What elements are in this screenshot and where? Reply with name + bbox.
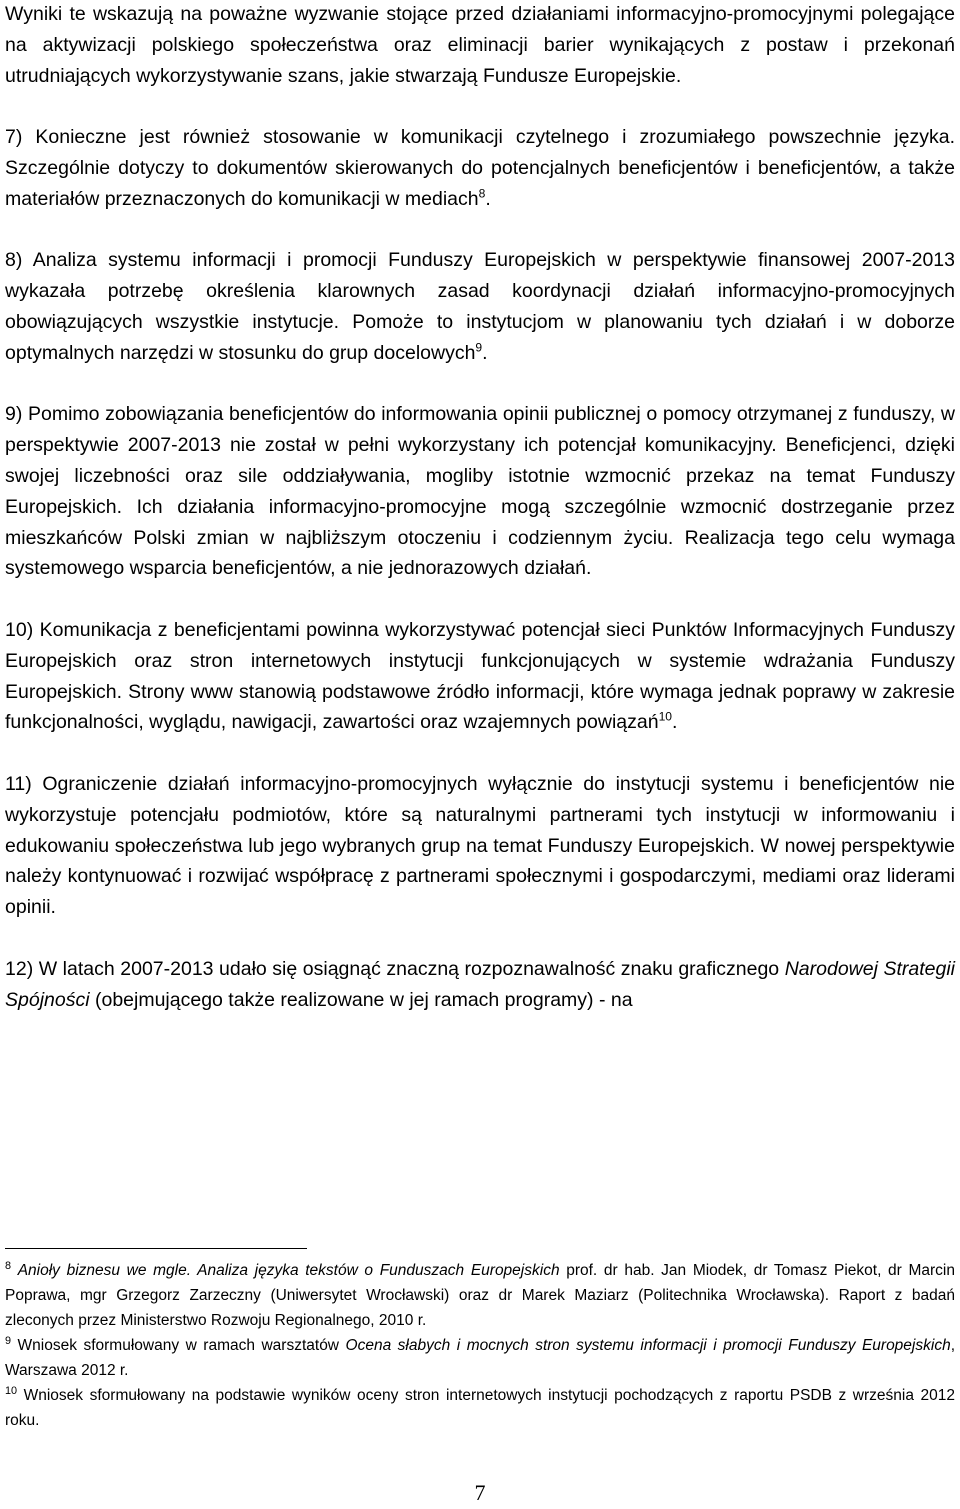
- document-page: [5, 0, 955, 1429]
- footnote-9: $^9$ Wniosek sformułowany w ramach warsztatów Ocena słabych i mocnych stron systemu informacji i promocji Funduszy Europejskich, Warszawa 2012 r.: [5, 1334, 955, 1379]
- page-number: 7: [474, 1480, 486, 1505]
- footnote-number: 10: [5, 1384, 18, 1397]
- paragraph-8: 8) Analiza systemu informacji i promocji Funduszy Europejskich w perspektywie finansowej 2007-2013 wykazała potrzebę określenia klarownych zasad koordynacji działań informacyjno-promocyjnych obowiązujących wszystkie instytucje. Pomoże to instytucjom w planowaniu tych działań i w doborze optymalnych narzędzi w stosunku do grup docelowych$^9$.: [5, 249, 955, 364]
- footnote-separator: [5, 1248, 307, 1249]
- paragraph-7: 7) Konieczne jest również stosowanie w komunikacji czytelnego i zrozumiałego powszechnie języka. Szczególnie dotyczy to dokumentów skierowanych do potencjalnych beneficjentów i beneficjentów, a także materiałów przeznaczonych do komunikacji w mediach$^8$.: [5, 126, 955, 210]
- italic-title: Narodowej Strategii Spójności: [5, 957, 955, 1011]
- main-text: [5, 0, 955, 1015]
- paragraph-11: 11) Ograniczenie działań informacyjno-promocyjnych wyłącznie do instytucji systemu i beneficjentów nie wykorzystuje potencjału podmiotów, które są naturalnymi partnerami tych instytucji w informowaniu i edukowaniu społeczeństwa lub jego wybranych grup na temat Funduszy Europejskich. W nowej perspektywie należy kontynuować i rozwijać współpracę z partnerami społecznymi i gospodarczymi, mediami oraz liderami opinii.: [5, 772, 955, 919]
- paragraph-10: 10) Komunikacja z beneficjentami powinna wykorzystywać potencjał sieci Punktów Informacyjnych Funduszy Europejskich oraz stron internetowych instytucji funkcjonujących w systemie wdrażania Funduszy Europejskich. Strony www stanowią podstawowe źródło informacji, które wymaga jednak poprawy w zakresie funkcjonalności, wyglądu, nawigacji, zawartości oraz wzajemnych powiązań$^{10}$.: [5, 618, 955, 734]
- footnote-number: 9: [5, 1334, 12, 1347]
- footnote-8: $^8$ Anioły biznesu we mgle. Analiza języka tekstów o Funduszach Europejskich prof. dr hab. Jan Miodek, dr Tomasz Piekot, dr Marcin Poprawa, mgr Grzegorz Zarzeczny (Uniwersytet Wrocławski) oraz dr Marek Maziarz (Politechnika Wrocławska). Raport z badań zleconych przez Ministerstwo Rozwoju Regionalnego, 2010 r.: [5, 1259, 955, 1329]
- footnote-ref-8[interactable]: 8: [478, 186, 486, 201]
- footnote-10: $^{10}$ Wniosek sformułowany na podstawie wyników oceny stron internetowych instytucji pochodzących z raportu PSDB z września 2012 roku.: [5, 1384, 955, 1429]
- paragraph-12: 12) W latach 2007-2013 udało się osiągnąć znaczną rozpoznawalność znaku graficznego Narodowej Strategii Spójności (obejmującego także realizowane w jej ramach programy) - na: [5, 957, 955, 1011]
- paragraph-9: 9) Pomimo zobowiązania beneficjentów do informowania opinii publicznej o pomocy otrzymanej z funduszy, w perspektywie 2007-2013 nie został w pełni wykorzystany ich potencjał komunikacyjny. Beneficjenci, dzięki swojej liczebności oraz sile oddziaływania, mogliby istotnie wzmocnić przekaz na temat Funduszy Europejskich. Ich działania informacyjno-promocyjne mogą szczególnie wzmocnić dostrzeganie przez mieszkańców Polski zmian w najbliższym otoczeniu i codziennym życiu. Realizacja tego celu wymaga systemowego wsparcia beneficjentów, a nie jednorazowych działań.: [5, 403, 955, 580]
- footnotes: [5, 1258, 955, 1433]
- footnote-ref-10[interactable]: 10: [658, 709, 673, 724]
- footnote-number: 8: [5, 1259, 12, 1272]
- paragraph-intro: Wyniki te wskazują na poważne wyzwanie stojące przed działaniami informacyjno-promocyjnymi polegające na aktywizacji polskiego społeczeństwa oraz eliminacji barier wynikających z postaw i przekonań utrudniających wykorzystywanie szans, jakie stwarzają Fundusze Europejskie.: [5, 3, 955, 87]
- footnote-ref-9[interactable]: 9: [475, 340, 483, 355]
